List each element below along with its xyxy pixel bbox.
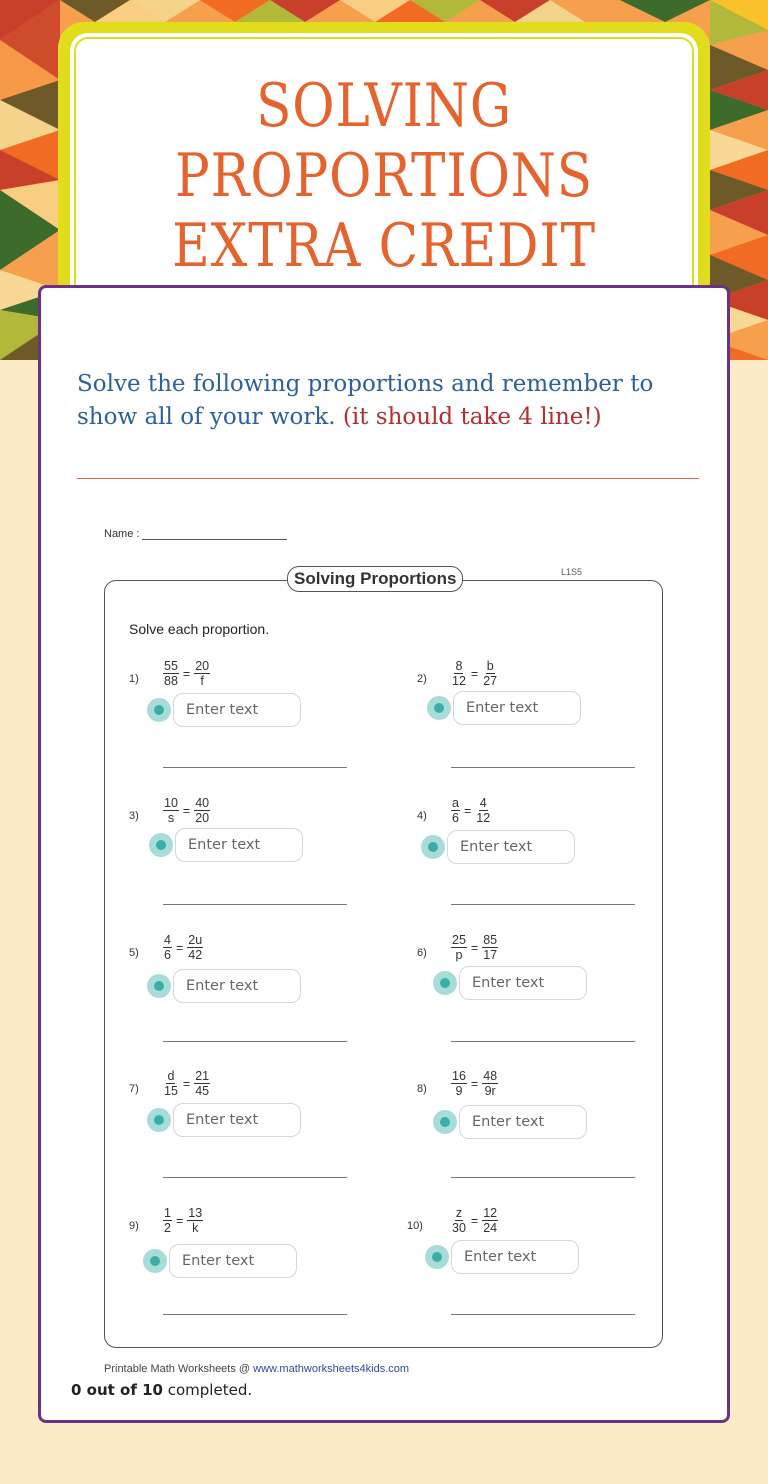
proportion: [163, 1069, 210, 1098]
answer-field: [147, 693, 301, 727]
proportion: [163, 659, 210, 688]
problem-7: [129, 1069, 369, 1199]
fraction-left: [163, 796, 179, 825]
denominator: 20: [195, 811, 210, 825]
answer-input-3[interactable]: [175, 828, 303, 862]
worksheet-box: [104, 567, 663, 1348]
completion-suffix: completed.: [167, 1381, 253, 1399]
problem-8: [417, 1069, 657, 1199]
denominator: k: [192, 1221, 199, 1235]
name-label: Name :: [104, 528, 140, 540]
answer-input-8[interactable]: [459, 1105, 587, 1139]
name-blank: [142, 528, 287, 540]
numerator: b: [486, 659, 494, 673]
worksheet-instructions: Solve each proportion.: [129, 621, 270, 637]
problem-9: [129, 1206, 369, 1336]
problem-4: [417, 796, 657, 926]
divider: [77, 478, 699, 479]
worksheet-credit: [104, 1363, 409, 1375]
problem-3: [129, 796, 369, 926]
numerator: 16: [452, 1069, 466, 1083]
work-line: [451, 767, 635, 768]
answer-status-dot-icon: [425, 1245, 449, 1269]
fraction-left: [451, 1069, 467, 1098]
denominator: 24: [483, 1221, 498, 1235]
problem-number: 2): [417, 673, 427, 685]
credit-prefix: Printable Math Worksheets @: [104, 1363, 251, 1375]
numerator: d: [167, 1069, 175, 1083]
answer-status-dot-icon: [147, 1108, 171, 1132]
answer-input-1[interactable]: [173, 693, 301, 727]
answer-status-dot-icon: [147, 698, 171, 722]
answer-field: [433, 1105, 587, 1139]
numerator: z: [455, 1206, 463, 1220]
denominator: 6: [452, 811, 459, 825]
name-line: [104, 528, 287, 540]
problem-number: 7): [129, 1083, 139, 1095]
activity-card: [38, 285, 730, 1423]
fraction-right: [194, 796, 210, 825]
answer-field: [147, 1103, 301, 1137]
fraction-right: [194, 1069, 210, 1098]
proportion: [451, 796, 491, 825]
fraction-right: [482, 933, 498, 962]
problem-number: 10): [407, 1220, 423, 1232]
numerator: a: [452, 796, 459, 810]
worksheet-code: L1S5: [560, 567, 582, 577]
answer-field: [427, 691, 581, 725]
denominator: 12: [452, 674, 466, 688]
denominator: 30: [452, 1221, 466, 1235]
header-inner: [70, 33, 698, 322]
instruction-note: (it should take 4 line!): [342, 404, 602, 430]
denominator: s: [167, 811, 175, 825]
problem-number: 8): [417, 1083, 427, 1095]
denominator: 9: [455, 1084, 463, 1098]
page-title: SOLVING PROPORTIONS EXTRA CREDIT: [172, 71, 596, 281]
answer-status-dot-icon: [149, 833, 173, 857]
completion-status: [71, 1381, 252, 1399]
problem-5: [129, 933, 369, 1063]
work-line: [451, 1177, 635, 1178]
proportion: [163, 1206, 203, 1235]
numerator: 1: [164, 1206, 171, 1220]
worksheet-title: Solving Proportions: [287, 566, 463, 592]
fraction-right: [482, 1069, 498, 1098]
work-line: [451, 1041, 635, 1042]
equals-sign: =: [463, 803, 472, 818]
proportion: [451, 659, 498, 688]
denominator: 15: [164, 1084, 178, 1098]
fraction-right: [194, 659, 210, 688]
fraction-left: [163, 659, 179, 688]
work-line: [163, 767, 347, 768]
equals-sign: =: [470, 1076, 479, 1091]
answer-status-dot-icon: [433, 971, 457, 995]
fraction-left: [451, 1206, 467, 1235]
answer-status-dot-icon: [147, 974, 171, 998]
work-line: [163, 1314, 347, 1315]
equals-sign: =: [470, 666, 479, 681]
problem-number: 5): [129, 947, 139, 959]
proportion: [451, 1206, 498, 1235]
proportion: [451, 1069, 498, 1098]
problem-number: 4): [417, 810, 427, 822]
work-line: [163, 1041, 347, 1042]
header-inner-border: [74, 37, 694, 322]
equals-sign: =: [470, 1213, 479, 1228]
denominator: 12: [476, 811, 491, 825]
problem-2: [417, 659, 657, 789]
denominator: 9r: [484, 1084, 496, 1098]
answer-field: [143, 1244, 297, 1278]
problem-number: 9): [129, 1220, 139, 1232]
numerator: 13: [188, 1206, 203, 1220]
numerator: 55: [164, 659, 178, 673]
answer-status-dot-icon: [143, 1249, 167, 1273]
instruction-main: Solve the following proportions and remember to show all of your work.: [77, 371, 654, 430]
work-line: [451, 1314, 635, 1315]
fraction-left: [163, 933, 172, 962]
denominator: 42: [188, 948, 203, 962]
numerator: 2u: [188, 933, 203, 947]
answer-field: [425, 1240, 579, 1274]
work-line: [163, 904, 347, 905]
denominator: 6: [164, 948, 171, 962]
problem-number: 3): [129, 810, 139, 822]
answer-input-6[interactable]: [459, 966, 587, 1000]
instruction-text: [77, 368, 707, 434]
problem-1: [129, 659, 369, 789]
equals-sign: =: [470, 940, 479, 955]
answer-field: [433, 966, 587, 1000]
numerator: 25: [452, 933, 466, 947]
answer-input-7[interactable]: [173, 1103, 301, 1137]
denominator: 27: [483, 674, 498, 688]
equals-sign: =: [182, 1076, 191, 1091]
problem-number: 6): [417, 947, 427, 959]
fraction-right: [482, 659, 498, 688]
answer-input-5[interactable]: [173, 969, 301, 1003]
equals-sign: =: [182, 803, 191, 818]
numerator: 40: [195, 796, 210, 810]
answer-field: [149, 828, 303, 862]
fraction-right: [482, 1206, 498, 1235]
numerator: 12: [483, 1206, 498, 1220]
answer-status-dot-icon: [427, 696, 451, 720]
fraction-right: [475, 796, 491, 825]
numerator: 10: [164, 796, 178, 810]
fraction-left: [451, 933, 467, 962]
work-line: [163, 1177, 347, 1178]
answer-status-dot-icon: [433, 1110, 457, 1134]
denominator: 88: [164, 674, 178, 688]
denominator: p: [455, 948, 463, 962]
numerator: 48: [483, 1069, 498, 1083]
denominator: 2: [164, 1221, 171, 1235]
answer-input-4[interactable]: [447, 830, 575, 864]
denominator: 45: [195, 1084, 210, 1098]
fraction-right: [187, 1206, 203, 1235]
answer-input-9[interactable]: [169, 1244, 297, 1278]
numerator: 4: [479, 796, 487, 810]
numerator: 4: [164, 933, 171, 947]
fraction-left: [451, 659, 467, 688]
answer-field: [421, 830, 575, 864]
numerator: 85: [483, 933, 498, 947]
problem-number: 1): [129, 673, 139, 685]
numerator: 21: [195, 1069, 210, 1083]
proportion: [163, 933, 203, 962]
work-line: [451, 904, 635, 905]
completion-count: 0 out of 10: [71, 1381, 163, 1399]
worksheet-image: [41, 518, 727, 1378]
equals-sign: =: [175, 940, 184, 955]
answer-input-2[interactable]: [453, 691, 581, 725]
numerator: 20: [195, 659, 210, 673]
credit-link[interactable]: www.mathworksheets4kids.com: [253, 1363, 410, 1375]
header-frame: [58, 22, 710, 322]
fraction-left: [163, 1206, 172, 1235]
answer-input-10[interactable]: [451, 1240, 579, 1274]
answer-status-dot-icon: [421, 835, 445, 859]
numerator: 8: [455, 659, 463, 673]
equals-sign: =: [175, 1213, 184, 1228]
problem-6: [417, 933, 657, 1063]
fraction-left: [451, 796, 460, 825]
fraction-right: [187, 933, 203, 962]
fraction-left: [163, 1069, 179, 1098]
equals-sign: =: [182, 666, 191, 681]
problem-10: [407, 1206, 647, 1336]
proportion: [163, 796, 210, 825]
denominator: 17: [483, 948, 498, 962]
proportion: [451, 933, 498, 962]
answer-field: [147, 969, 301, 1003]
denominator: f: [200, 674, 204, 688]
